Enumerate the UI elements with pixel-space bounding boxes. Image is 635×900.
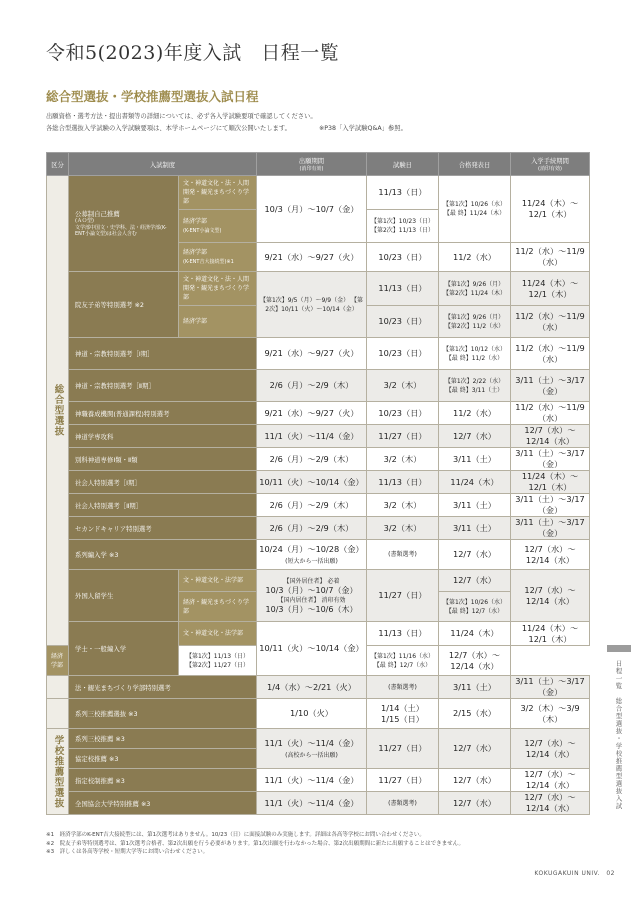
row-name: 全国協会大学特別推薦 ※3: [69, 792, 257, 815]
result-cell: 3/11（土）: [439, 676, 511, 699]
intro-note: ※P38「入学試験Q&A」参照。: [318, 125, 407, 132]
header-shiken: 試験日: [367, 153, 439, 176]
apply-cell: 11/1（火）～11/4（金）: [257, 769, 367, 792]
row-name: セカンドキャリア特別選考: [69, 517, 257, 540]
exam-cell: 11/13（日）: [367, 471, 439, 494]
result-cell: 11/2（水）: [439, 402, 511, 425]
result-cell: 【第1次】10/26（水） 【最 終】12/7（水）: [439, 592, 511, 622]
section-title: 総合型選抜・学校推薦型選抜入試日程: [46, 89, 259, 104]
header-seido: 入試制度: [69, 153, 257, 176]
proc-cell: 3/11（土）～3/17（金）: [511, 494, 590, 517]
footnote: ※2 院友子弟等特別選考は、第1次選考合格者、第2次出願を行う必要があります。第1次出願を行わなかった場合、第2次出願期間に新たに出願することはできません。: [46, 840, 465, 847]
header-goukaku: 合格発表日: [439, 153, 511, 176]
group-gakko: 学校推薦型選抜: [47, 729, 69, 815]
apply-cell: 10/11（火）～10/14（金）: [257, 471, 367, 494]
exam-cell: 3/2（木）: [367, 517, 439, 540]
table-row: [47, 699, 590, 729]
table-header-row: [47, 153, 590, 176]
exam-cell: 11/13（日）: [367, 176, 439, 210]
apply-cell: 10/24（月）～10/28（金） (短大から一括出願): [257, 540, 367, 570]
page-footer: KOKUGAKUIN UNIV. 02: [534, 870, 615, 877]
result-cell: 3/11（土）: [439, 448, 511, 471]
row-name: 社会人特別選考［Ⅰ期］: [69, 471, 257, 494]
result-cell: 【第1次】9/26（月） 【第2次】11/24（木）: [439, 272, 511, 306]
proc-cell: 11/2（水）～11/9（水）: [511, 338, 590, 370]
table-row: [47, 425, 590, 448]
row-name: 系列三校推薦選抜 ※3: [69, 699, 257, 729]
table-row: [47, 769, 590, 792]
proc-cell: 11/2（水）～11/9（水）: [511, 402, 590, 425]
exam-cell: 11/27（日）: [367, 769, 439, 792]
exam-cell: 3/2（木）: [367, 448, 439, 471]
row-sub: 文・神道文化・法学部: [179, 570, 257, 592]
page-title: 令和5(2023)年度入試 日程一覧: [46, 42, 340, 64]
row-name: 公募制自己推薦 (ＡＯ型) 文学部中国文・史学科、法・経済学部(K-ENT小論文型)は社会人含む: [69, 176, 179, 272]
proc-cell: 12/7（水）～12/14（水）: [511, 540, 590, 570]
footnote: ※1 経済学部のK-ENT吉大接続型には、第1次選考はありません。10/23（日）に面接試験のみ実施します。詳細は各高等学校にお問い合わせください。: [46, 832, 425, 838]
exam-cell: 11/27（日）: [367, 570, 439, 622]
apply-cell: 1/4（水）～2/21（火）: [257, 676, 367, 699]
apply-cell: 11/1（火）～11/4（金） (高校から一括出願): [257, 729, 367, 769]
apply-cell: 10/3（月）～10/7（金）: [257, 176, 367, 243]
side-index-label: 日程一覧 総合型選抜・学校推薦型選抜入試: [614, 660, 623, 810]
result-cell: 2/15（水）: [439, 699, 511, 729]
row-sub: 経済・観光まちづくり学部: [179, 592, 257, 622]
table-row: [47, 402, 590, 425]
row-name: 別科神道専修Ⅰ類・Ⅱ類: [69, 448, 257, 471]
side-index: [607, 645, 631, 810]
apply-cell: 2/6（月）～2/9（木）: [257, 494, 367, 517]
exam-cell: 11/27（日）: [367, 425, 439, 448]
exam-cell: 1/14（土） 1/15（日）: [367, 699, 439, 729]
apply-cell: 11/1（火）～11/4（金）: [257, 425, 367, 448]
proc-cell: 3/11（土）～3/17（金）: [511, 370, 590, 402]
proc-cell: 3/11（土）～3/17（金）: [511, 517, 590, 540]
row-name: 系列三校推薦 ※3: [69, 729, 257, 749]
proc-cell: 11/24（木）～12/1（木）: [511, 622, 590, 646]
table-row: [47, 622, 590, 646]
result-cell: 11/24（木）: [439, 471, 511, 494]
result-cell: 11/24（木）: [439, 622, 511, 646]
table-row: [47, 676, 590, 699]
apply-cell: 2/6（月）～2/9（木）: [257, 448, 367, 471]
result-cell: 11/2（水）: [439, 243, 511, 272]
proc-cell: 11/24（木）～12/1（木）: [511, 471, 590, 494]
row-sub: 経済学部: [179, 306, 257, 338]
result-cell: 12/7（水）: [439, 425, 511, 448]
proc-cell: 3/11（土）～3/17（金）: [511, 448, 590, 471]
result-cell: 12/7（水）: [439, 540, 511, 570]
row-sub: 経済学部 (K-ENT小論文型): [179, 210, 257, 243]
header-kubun: 区分: [47, 153, 69, 176]
proc-cell: 12/7（水）～12/14（水）: [511, 769, 590, 792]
exam-cell: 11/27（日）: [367, 729, 439, 769]
proc-cell: 12/7（水）～12/14（水）: [511, 425, 590, 448]
apply-cell: 11/1（火）～11/4（金）: [257, 792, 367, 815]
table-row: [47, 448, 590, 471]
table-row: [47, 570, 590, 592]
result-cell: 【第1次】10/12（水） 【最 終】11/2（水）: [439, 338, 511, 370]
exam-cell: (書類選考): [367, 540, 439, 570]
row-name: 神職養成機関(普通課程)特別選考: [69, 402, 257, 425]
row-name: 社会人特別選考［Ⅱ期］: [69, 494, 257, 517]
side-index-bar: [607, 645, 631, 652]
apply-cell: 9/21（水）～9/27（火）: [257, 402, 367, 425]
table-row: [47, 272, 590, 306]
intro-line-2: 各総合型選抜入学試験の入学試験要項は、本学ホームページにて順次公開いたします。: [46, 125, 291, 132]
exam-cell: 3/2（木）: [367, 494, 439, 517]
result-cell: 12/7（水）: [439, 792, 511, 815]
group-sogo: 総合型選抜: [47, 176, 69, 646]
row-name: 神道学専攻科: [69, 425, 257, 448]
row-name: 法・観光まちづくり学部特別選考: [69, 676, 257, 699]
proc-cell: 12/7（水）～12/14（水）: [511, 792, 590, 815]
apply-cell: 10/11（火）～10/14（金）: [257, 622, 367, 676]
apply-cell: 1/10（火）: [257, 699, 367, 729]
row-sub: 経済学部 (K-ENT吉大接続型)※1: [179, 243, 257, 272]
result-cell: 【第1次】9/26（月） 【第2次】11/2（水）: [439, 306, 511, 338]
result-cell: 3/11（土）: [439, 517, 511, 540]
intro-line-1: 出願資格・選考方法・提出書類等の詳細については、必ず各入学試験要項で確認してください。: [46, 113, 317, 120]
table-row: [47, 176, 590, 210]
exam-cell: 10/23（日）: [367, 243, 439, 272]
exam-cell: 10/23（日）: [367, 402, 439, 425]
table-row: [47, 540, 590, 570]
proc-cell: 11/2（水）～11/9（水）: [511, 306, 590, 338]
table-row: [47, 471, 590, 494]
row-sub: 文・神道文化・法学部: [179, 622, 257, 646]
group-sogo-tail: [47, 699, 69, 729]
exam-cell: 11/13（日）: [367, 272, 439, 306]
result-cell: 12/7（水）: [439, 769, 511, 792]
result-cell: 12/7（水）: [439, 729, 511, 769]
apply-cell: 2/6（月）～2/9（木）: [257, 370, 367, 402]
result-cell: 【第1次】10/26（水） 【最 終】11/24（木）: [439, 176, 511, 243]
exam-cell: (書類選考): [367, 676, 439, 699]
table-row: [47, 729, 590, 749]
proc-cell: 11/24（木）～12/1（木）: [511, 176, 590, 243]
row-sub: 文・神道文化・法・人間開発・観光まちづくり学部: [179, 272, 257, 306]
row-sub: 経済学部: [47, 646, 69, 676]
exam-cell: 11/13（日）: [367, 622, 439, 646]
row-name: 指定校制推薦 ※3: [69, 769, 257, 792]
result-cell: 12/7（水）: [439, 570, 511, 592]
table-row: [47, 517, 590, 540]
exam-cell: 3/2（木）: [367, 370, 439, 402]
footnotes: [46, 831, 464, 857]
header-tetsuzuki: 入学手続期間 (消印有効): [511, 153, 590, 176]
row-name: 系列編入学 ※3: [69, 540, 257, 570]
exam-cell: 【第1次】10/23（日） 【第2次】11/13（日）: [367, 210, 439, 243]
proc-cell: 3/2（木）～3/9（木）: [511, 699, 590, 729]
exam-cell: (書類選考): [367, 792, 439, 815]
proc-cell: 3/11（土）～3/17（金）: [511, 676, 590, 699]
apply-cell: 【第1次】9/5（月）～9/9（金） 【第2次】10/11（火）～10/14（金）: [257, 272, 367, 338]
exam-cell: 【第1次】11/13（日） 【第2次】11/27（日）: [179, 646, 257, 676]
proc-cell: 11/24（木）～12/1（木）: [511, 272, 590, 306]
result-cell: 【第1次】2/22（水） 【最 終】3/11（土）: [439, 370, 511, 402]
row-name: 学士・一般編入学: [69, 622, 179, 676]
schedule-table: [46, 152, 590, 815]
intro-text: [46, 111, 407, 135]
table-row: [47, 370, 590, 402]
group-sogo-tail: [47, 676, 69, 699]
proc-cell: 12/7（水）～12/14（水）: [511, 570, 590, 622]
proc-cell: 12/7（水）～12/14（水）: [439, 646, 511, 676]
proc-cell: 11/2（水）～11/9（水）: [511, 243, 590, 272]
exam-cell: 10/23（日）: [367, 338, 439, 370]
table-row: [47, 494, 590, 517]
row-name: 神道・宗教特別選考［Ⅰ期］: [69, 338, 257, 370]
result-cell: 【第1次】11/16（水） 【最 終】12/7（水）: [367, 646, 439, 676]
proc-cell: 12/7（水）～12/14（水）: [511, 729, 590, 769]
header-shutsugan: 出願期間 (消印有効): [257, 153, 367, 176]
row-name: 神道・宗教特別選考［Ⅱ期］: [69, 370, 257, 402]
exam-cell: 10/23（日）: [367, 306, 439, 338]
row-name: 院友子弟等特別選考 ※2: [69, 272, 179, 338]
result-cell: 3/11（土）: [439, 494, 511, 517]
footnote: ※3 詳しくは各高等学校・短期大学等にお問い合わせください。: [46, 849, 209, 855]
apply-cell: 9/21（水）～9/27（火）: [257, 338, 367, 370]
row-name: 協定校推薦 ※3: [69, 749, 257, 769]
row-name: 外国人留学生: [69, 570, 179, 622]
row-sub: 文・神道文化・法・人間開発・観光まちづくり学部: [179, 176, 257, 210]
table-row: [47, 792, 590, 815]
apply-cell: 9/21（水）～9/27（火）: [257, 243, 367, 272]
apply-cell: 2/6（月）～2/9（木）: [257, 517, 367, 540]
apply-cell: 【国外居住者】 必着 10/3（月）～10/7（金） 【国内居住者】 消印有効 10/3（月）～10/6（木）: [257, 570, 367, 622]
table-row: [47, 338, 590, 370]
